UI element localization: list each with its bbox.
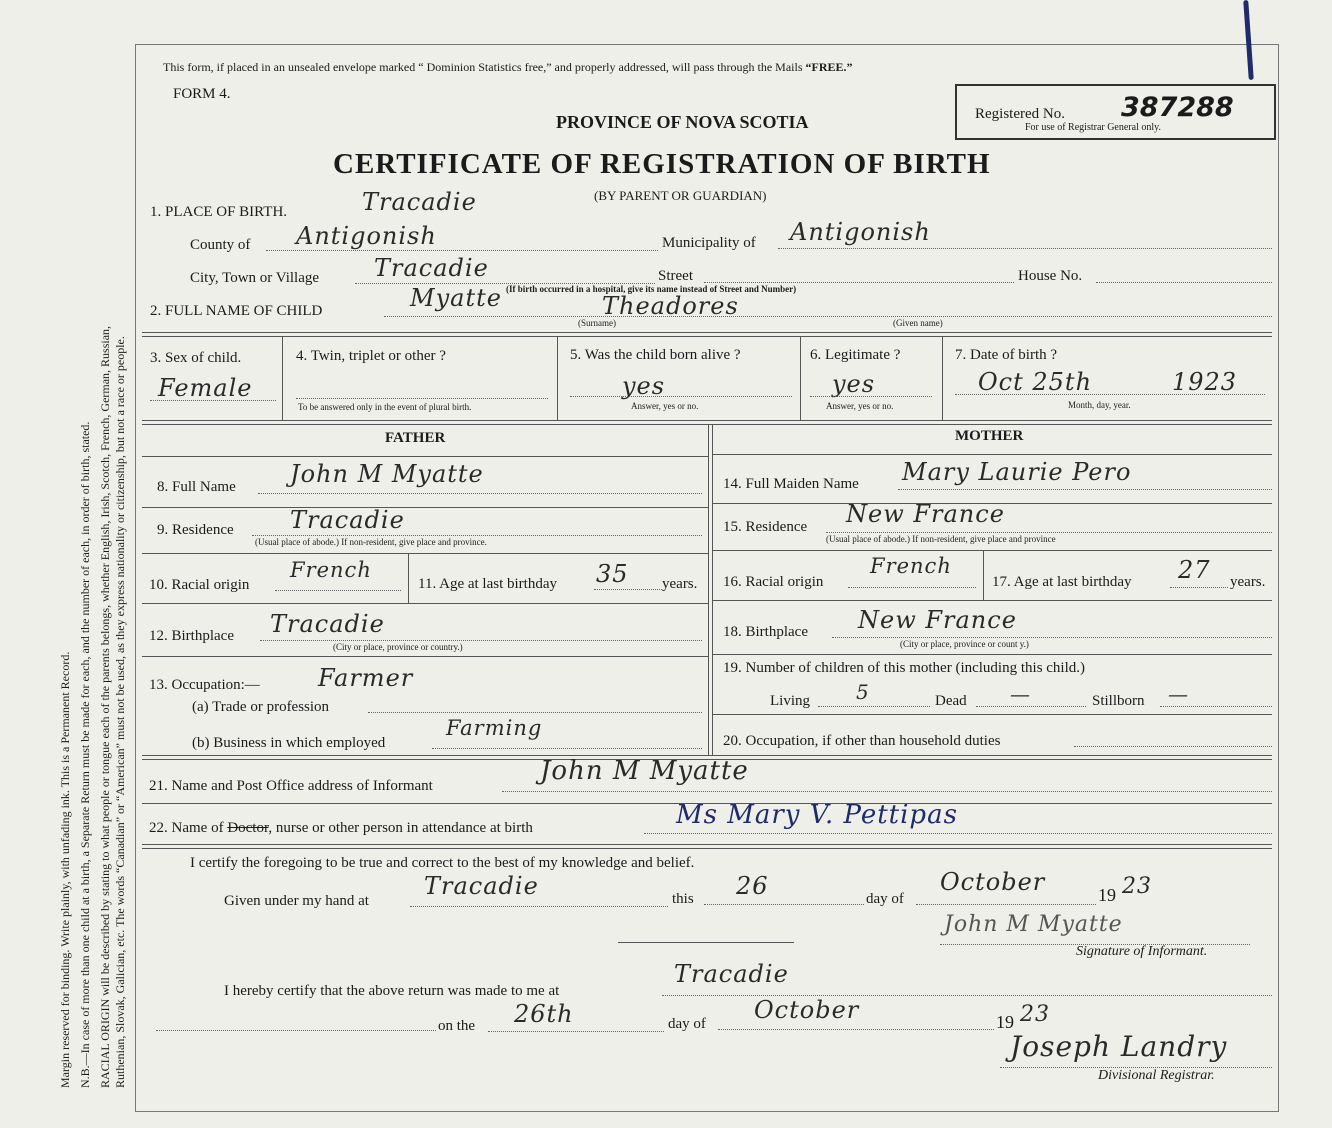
mother-occupation-label: 20. Occupation, if other than household duties <box>723 733 1001 749</box>
place-of-birth-value: Tracadie <box>362 188 477 216</box>
father-name-label: 8. Full Name <box>157 479 236 495</box>
father-racial-value: French <box>290 558 372 582</box>
twin-note: To be answered only in the event of plural birth. <box>298 402 472 412</box>
place-of-birth-label: 1. PLACE OF BIRTH. <box>150 204 288 220</box>
father-birthplace-label: 12. Birthplace <box>149 628 234 644</box>
father-racial-label: 10. Racial origin <box>149 577 250 593</box>
mother-age-label: 17. Age at last birthday <box>992 574 1132 590</box>
mother-residence-note: (Usual place of abode.) If non-resident, give place and province <box>826 534 1056 544</box>
informant-sig-caption: Signature of Informant. <box>1076 944 1208 959</box>
father-business-label: (b) Business in which employed <box>192 735 386 751</box>
stillborn-value: — <box>1168 682 1189 706</box>
given-place: Tracadie <box>424 872 539 900</box>
attendant-value: Ms Mary V. Pettipas <box>676 800 958 830</box>
page-title: CERTIFICATE OF REGISTRATION OF BIRTH <box>333 148 991 180</box>
informant-signature: John M Myatte <box>944 912 1123 937</box>
registered-box <box>955 84 1276 140</box>
certify-text: I certify the foregoing to be true and correct to the best of my knowledge and belief. <box>190 855 695 871</box>
father-birthplace-note: (City or place, province or country.) <box>333 642 463 652</box>
mother-children-label: 19. Number of children of this mother (including this child.) <box>723 660 1086 676</box>
margin-note-4: Ruthenian, Slovak, Galician, etc. The words “Canadian” or “American” must not be used, as they express nationality or citizenship, but not a race or people. <box>113 336 127 1088</box>
informant-value: John M Myatte <box>540 756 749 786</box>
given-day: 26 <box>736 872 769 900</box>
living-label: Living <box>770 693 810 709</box>
child-surname: Myatte <box>410 284 502 312</box>
father-name-value: John M Myatte <box>290 460 484 488</box>
street-label: Street <box>658 268 693 284</box>
father-occupation-label: 13. Occupation:— <box>149 677 260 693</box>
mother-residence-value: New France <box>846 500 1005 528</box>
registrar-year-prefix: 19 <box>996 1012 1014 1032</box>
alive-note: Answer, yes or no. <box>631 401 699 411</box>
dead-value: — <box>1010 682 1031 706</box>
given-label: Given under my hand at <box>224 893 369 909</box>
province-heading: PROVINCE OF NOVA SCOTIA <box>556 112 809 132</box>
margin-note-2: N.B.—In case of more than one child at a birth, a Separate Return must be made for each, and the number of each, in order of birth, stated. <box>78 421 92 1088</box>
father-business-value: Farming <box>446 716 543 740</box>
registrar-place: Tracadie <box>674 960 789 988</box>
father-occupation-value: Farmer <box>318 664 414 692</box>
child-given-name: Theadores <box>602 292 739 320</box>
father-residence-note: (Usual place of abode.) If non-resident, give place and province. <box>255 537 487 547</box>
county-value: Antigonish <box>296 222 437 250</box>
page-subtitle: (BY PARENT OR GUARDIAN) <box>594 188 767 203</box>
given-caption: (Given name) <box>893 318 943 328</box>
given-dayof-label: day of <box>866 891 904 907</box>
father-age-label: 11. Age at last birthday <box>418 576 557 592</box>
father-years: years. <box>662 576 698 592</box>
this-label: this <box>672 891 694 907</box>
living-value: 5 <box>856 680 870 704</box>
mother-birthplace-value: New France <box>858 606 1017 634</box>
margin-note-1: Margin reserved for binding. Write plainly, with unfading ink. This is a Permanent Record. <box>58 651 72 1088</box>
alive-label: 5. Was the child born alive ? <box>570 347 741 363</box>
mother-name-value: Mary Laurie Pero <box>902 458 1132 486</box>
registrar-year: 23 <box>1020 1002 1050 1027</box>
registrar-signature: Joseph Landry <box>1010 1030 1228 1063</box>
city-label: City, Town or Village <box>190 270 320 286</box>
legitimate-note: Answer, yes or no. <box>826 401 894 411</box>
legitimate-value: yes <box>832 370 876 398</box>
sex-value: Female <box>158 374 253 402</box>
father-birthplace-value: Tracadie <box>270 610 385 638</box>
father-residence-label: 9. Residence <box>157 522 234 538</box>
registrar-caption: Divisional Registrar. <box>1098 1068 1215 1083</box>
father-age-value: 35 <box>596 560 629 588</box>
municipality-value: Antigonish <box>790 218 931 246</box>
house-label: House No. <box>1018 268 1083 284</box>
given-year: 23 <box>1122 874 1152 899</box>
mother-racial-value: French <box>870 554 952 578</box>
mother-residence-label: 15. Residence <box>723 519 808 535</box>
mother-heading: MOTHER <box>955 428 1024 444</box>
alive-value: yes <box>622 372 666 400</box>
surname-caption: (Surname) <box>578 318 616 328</box>
stillborn-label: Stillborn <box>1092 693 1145 709</box>
mother-name-label: 14. Full Maiden Name <box>723 476 859 492</box>
registered-number: 387288 <box>1121 92 1234 123</box>
given-year-prefix: 19 <box>1098 885 1116 905</box>
registrar-day: 26th <box>514 1000 574 1028</box>
mother-years: years. <box>1230 574 1266 590</box>
dob-note: Month, day, year. <box>1068 400 1131 410</box>
given-month: October <box>940 868 1046 896</box>
dead-label: Dead <box>935 693 967 709</box>
child-name-label: 2. FULL NAME OF CHILD <box>150 303 323 319</box>
dob-label: 7. Date of birth ? <box>955 347 1058 363</box>
twin-label: 4. Twin, triplet or other ? <box>296 348 446 364</box>
margin-note-3: RACIAL ORIGIN will be described by stating to what people or tongue each of the parents belongs, whether English, Irish, Scotch, French, German, Russian, <box>98 325 112 1088</box>
sex-label: 3. Sex of child. <box>150 350 242 366</box>
on-the-label: on the <box>438 1018 476 1034</box>
registered-label: Registered No. <box>975 106 1065 122</box>
mother-age-value: 27 <box>1178 556 1211 584</box>
hospital-note: (If birth occurred in a hospital, give its name instead of Street and Number) <box>506 284 797 294</box>
county-label: County of <box>190 237 251 253</box>
attendant-label: 22. Name of Doctor, nurse or other person in attendance at birth <box>149 820 533 836</box>
registrar-dayof-label: day of <box>668 1016 706 1032</box>
legitimate-label: 6. Legitimate ? <box>810 347 901 363</box>
father-residence-value: Tracadie <box>290 506 405 534</box>
dob-value: Oct 25th <box>978 368 1093 396</box>
father-heading: FATHER <box>385 430 446 446</box>
municipality-label: Municipality of <box>662 235 756 251</box>
form-number: FORM 4. <box>173 86 231 102</box>
mother-birthplace-label: 18. Birthplace <box>723 624 808 640</box>
dob-year: 1923 <box>1172 368 1238 396</box>
father-trade-label: (a) Trade or profession <box>192 699 330 715</box>
registrar-month: October <box>754 996 860 1024</box>
city-value: Tracadie <box>374 254 489 282</box>
top-notice: This form, if placed in an unsealed envelope marked “ Dominion Statistics free,” and properly addressed, will pass through the Mails “FREE.” <box>163 60 853 74</box>
informant-label: 21. Name and Post Office address of Informant <box>149 778 433 794</box>
mother-racial-label: 16. Racial origin <box>723 574 824 590</box>
registered-note: For use of Registrar General only. <box>1025 122 1161 133</box>
mother-birthplace-note: (City or place, province or count y.) <box>900 639 1029 649</box>
registrar-text: I hereby certify that the above return was made to me at <box>224 983 560 999</box>
